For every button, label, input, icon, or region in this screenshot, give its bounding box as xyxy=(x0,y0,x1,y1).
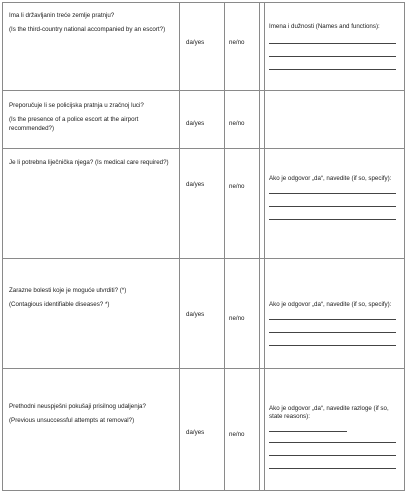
specify-line-3[interactable] xyxy=(269,345,396,346)
names-line-3[interactable] xyxy=(269,69,396,70)
yes-cell xyxy=(180,259,225,369)
detail-cell xyxy=(265,149,405,259)
table-row xyxy=(3,3,405,91)
no-cell xyxy=(225,149,260,259)
no-option[interactable]: ne/no xyxy=(229,120,245,127)
specify-line-2[interactable] xyxy=(269,206,396,207)
detail-cell xyxy=(265,259,405,369)
detail-cell xyxy=(265,3,405,91)
question-hr: Prethodni neuspješni pokušaji prisilnog udaljenja? xyxy=(9,403,146,410)
detail-label: Ako je odgovor „da“, navedite (if so, specify): xyxy=(269,175,392,182)
question-cell xyxy=(3,369,180,491)
detail-label: Ako je odgovor „da“, navedite razloge (if so, state reasons): xyxy=(269,405,389,421)
no-option[interactable]: ne/no xyxy=(229,431,245,438)
names-line-1[interactable] xyxy=(269,43,396,44)
table-row xyxy=(3,369,405,491)
table-row xyxy=(3,149,405,259)
yes-cell xyxy=(180,149,225,259)
reasons-line-2[interactable] xyxy=(269,455,396,456)
question-cell xyxy=(3,149,180,259)
detail-label: Ako je odgovor „da“, navedite (if so, specify): xyxy=(269,301,392,308)
yes-option[interactable]: da/yes xyxy=(186,181,205,188)
question-hr: Je li potrebna liječnička njega? (Is medical care required?) xyxy=(9,159,169,166)
question-cell xyxy=(3,259,180,369)
reasons-line-short[interactable] xyxy=(269,424,347,432)
question-hr: Zarazne bolesti koje je moguće utvrditi? (*) xyxy=(9,287,127,294)
detail-cell xyxy=(265,91,405,149)
specify-line-1[interactable] xyxy=(269,193,396,194)
reasons-line-3[interactable] xyxy=(269,468,396,469)
detail-label: Imena i dužnosti (Names and functions): xyxy=(269,23,380,30)
table-row xyxy=(3,259,405,369)
question-en: (Previous unsuccessful attempts at removal?) xyxy=(9,417,135,425)
specify-line-1[interactable] xyxy=(269,319,396,320)
yes-option[interactable]: da/yes xyxy=(186,120,205,127)
names-line-2[interactable] xyxy=(269,56,396,57)
no-option[interactable]: ne/no xyxy=(229,315,245,322)
question-cell xyxy=(3,3,180,91)
no-cell xyxy=(225,369,260,491)
reasons-line-1[interactable] xyxy=(269,442,396,443)
yes-option[interactable]: da/yes xyxy=(186,39,205,46)
question-hr: Ima li državljanin treće zemlje pratnju? xyxy=(9,12,115,19)
question-en: (Is the presence of a police escort at the airport recommended?) xyxy=(9,116,139,132)
table-row xyxy=(3,91,405,149)
yes-cell xyxy=(180,91,225,149)
no-option[interactable]: ne/no xyxy=(229,183,245,190)
question-hr: Preporučuje li se policijska pratnja u zračnoj luci? xyxy=(9,102,144,109)
detail-cell xyxy=(265,369,405,491)
removal-form-table xyxy=(2,2,405,491)
no-option[interactable]: ne/no xyxy=(229,39,245,46)
no-cell xyxy=(225,91,260,149)
no-cell xyxy=(225,259,260,369)
yes-option[interactable]: da/yes xyxy=(186,429,205,436)
specify-line-2[interactable] xyxy=(269,332,396,333)
yes-cell xyxy=(180,369,225,491)
question-cell xyxy=(3,91,180,149)
specify-line-3[interactable] xyxy=(269,219,396,220)
no-cell xyxy=(225,3,260,91)
question-en: (Is the third-country national accompanied by an escort?) xyxy=(9,26,166,34)
question-en: (Contagious identifiable diseases? *) xyxy=(9,301,110,309)
yes-cell xyxy=(180,3,225,91)
yes-option[interactable]: da/yes xyxy=(186,311,205,318)
